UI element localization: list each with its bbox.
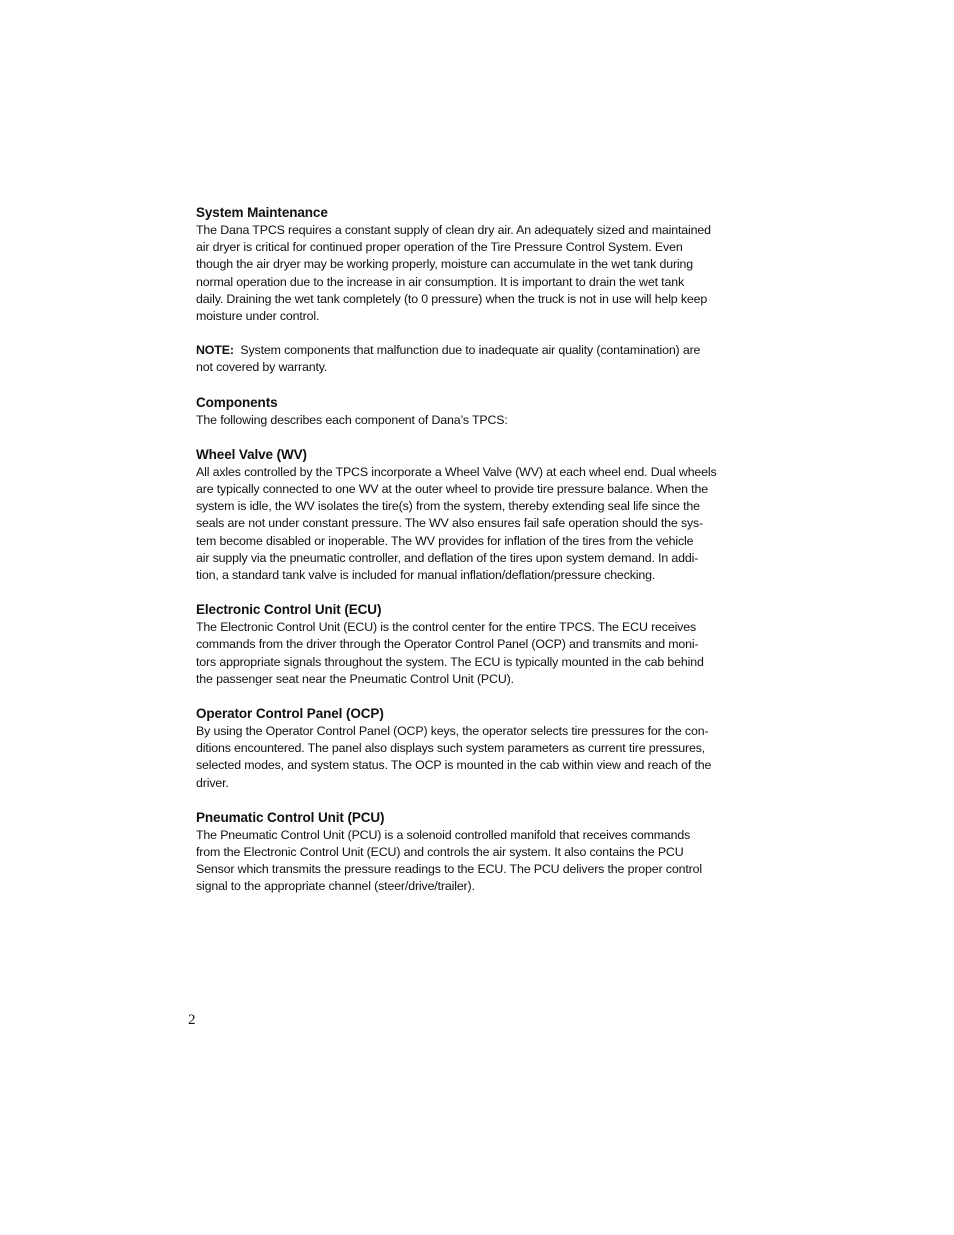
page-number: 2 [188, 1012, 196, 1028]
text-line: By using the Operator Control Panel (OCP) keys, the operator selects tire pressures for the con- [196, 724, 709, 739]
text-line: Sensor which transmits the pressure readings to the ECU. The PCU delivers the proper control [196, 862, 702, 877]
text-line: The following describes each component of Dana’s TPCS: [196, 412, 508, 427]
section-heading: System Maintenance [196, 205, 328, 220]
section-body [196, 619, 728, 688]
text-line: tors appropriate signals throughout the system. The ECU is typically mounted in the cab behind [196, 654, 704, 669]
text-line: normal operation due to the increase in air consumption. It is important to drain the wet tank [196, 274, 684, 289]
text-line: driver. [196, 775, 229, 790]
text-line: The Dana TPCS requires a constant supply of clean dry air. An adequately sized and maintained [196, 223, 711, 237]
section-system-maintenance [196, 204, 728, 325]
text-line: the passenger seat near the Pneumatic Control Unit (PCU). [196, 671, 514, 686]
text-line: seals are not under constant pressure. The WV also ensures fail safe operation should the sys- [196, 516, 704, 531]
section-ocp [196, 705, 728, 792]
section-components [196, 394, 728, 429]
section-heading: Operator Control Panel (OCP) [196, 706, 384, 722]
text-line: ditions encountered. The panel also displays such system parameters as current tire pressures, [196, 741, 706, 756]
section-body [196, 412, 728, 429]
section-body [196, 723, 728, 792]
section-ecu [196, 601, 728, 688]
text-line: are typically connected to one WV at the outer wheel to provide tire pressure balance. When the [196, 482, 708, 497]
section-pcu [196, 809, 728, 896]
text-line: from the Electronic Control Unit (ECU) and controls the air system. It also contains the PCU [196, 845, 684, 860]
section-body [196, 464, 728, 584]
note-label: NOTE: [196, 343, 234, 358]
text-line: System components that malfunction due to inadequate air quality (contamination) are [240, 343, 701, 358]
text-line: commands from the driver through the Operator Control Panel (OCP) and transmits and moni- [196, 637, 699, 652]
section-heading: Components [196, 394, 278, 410]
text-line: daily. Draining the wet tank completely (to 0 pressure) when the truck is not in use will help keep [196, 291, 708, 306]
text-line: The Pneumatic Control Unit (PCU) is a solenoid controlled manifold that receives commands [196, 827, 691, 842]
section-heading: Electronic Control Unit (ECU) [196, 602, 382, 618]
section-body [196, 222, 728, 325]
section-wheel-valve [196, 446, 728, 584]
text-line: tion, a standard tank valve is included for manual inflation/deflation/pressure checking. [196, 568, 656, 583]
text-line: signal to the appropriate channel (steer/drive/trailer). [196, 879, 475, 894]
note-block [196, 342, 728, 376]
text-line: though the air dryer may be working properly, moisture can accumulate in the wet tank during [196, 257, 693, 272]
note-text [196, 342, 728, 376]
text-line: The Electronic Control Unit (ECU) is the control center for the entire TPCS. The ECU receives [196, 620, 697, 635]
text-line: All axles controlled by the TPCS incorporate a Wheel Valve (WV) at each wheel end. Dual wheels [196, 464, 717, 479]
page-content [196, 204, 728, 896]
section-heading: Wheel Valve (WV) [196, 446, 307, 462]
text-line: air dryer is critical for continued proper operation of the Tire Pressure Control System. Even [196, 240, 683, 255]
text-line: system is idle, the WV isolates the tire(s) from the system, thereby extending seal life since the [196, 499, 700, 514]
section-heading: Pneumatic Control Unit (PCU) [196, 809, 385, 825]
text-line: selected modes, and system status. The OCP is mounted in the cab within view and reach of the [196, 758, 712, 773]
section-body [196, 827, 728, 896]
text-line: air supply via the pneumatic controller, and deflation of the tires upon system demand. In addi- [196, 550, 699, 565]
text-line: moisture under control. [196, 309, 320, 324]
text-line: not covered by warranty. [196, 360, 328, 375]
text-line: tem become disabled or inoperable. The WV provides for inflation of the tires from the vehicle [196, 533, 694, 548]
